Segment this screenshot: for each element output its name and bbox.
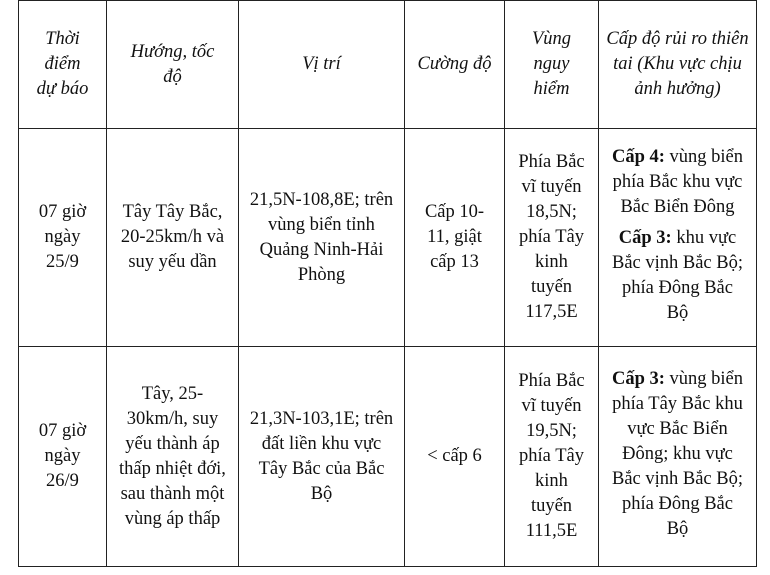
cell-position: 21,5N-108,8E; trên vùng biển tỉnh Quảng Ninh-Hải Phòng: [239, 129, 405, 347]
table-row: [19, 129, 757, 347]
risk-entry: [611, 226, 744, 326]
header-position: Vị trí: [239, 1, 405, 129]
cell-intensity: < cấp 6: [405, 347, 505, 567]
risk-area: vùng biển phía Bắc khu vực Bắc Biển Đông: [612, 147, 744, 217]
risk-area: vùng biển phía Tây Bắc khu vực Bắc Biển Đông; khu vực Bắc vịnh Bắc Bộ; phía Đông Bắc Bộ: [611, 369, 744, 539]
cell-direction: Tây Tây Bắc, 20-25km/h và suy yếu dần: [107, 129, 239, 347]
risk-entry: [611, 145, 744, 220]
cell-intensity: Cấp 10-11, giật cấp 13: [405, 129, 505, 347]
cell-position: 21,3N-103,1E; trên đất liền khu vực Tây Bắc của Bắc Bộ: [239, 347, 405, 567]
header-direction-speed: Hướng, tốc độ: [107, 1, 239, 129]
header-danger-zone: Vùng nguy hiểm: [505, 1, 599, 129]
risk-level: Cấp 3:: [611, 369, 665, 389]
risk-level: Cấp 4:: [611, 147, 665, 167]
header-forecast-time: Thời điểm dự báo: [19, 1, 107, 129]
cell-danger-zone: Phía Bắc vĩ tuyến 18,5N; phía Tây kinh tuyến 117,5E: [505, 129, 599, 347]
header-risk-level: Cấp độ rủi ro thiên tai (Khu vực chịu ảnh hưởng): [599, 1, 757, 129]
cell-direction: Tây, 25-30km/h, suy yếu thành áp thấp nhiệt đới, sau thành một vùng áp thấp: [107, 347, 239, 567]
cell-time: 07 giờ ngày 25/9: [19, 129, 107, 347]
risk-entry: [611, 367, 744, 542]
table-row: [19, 347, 757, 567]
header-intensity: Cường độ: [405, 1, 505, 129]
risk-level: Cấp 3:: [618, 228, 672, 248]
table-header-row: [19, 1, 757, 129]
cell-time: 07 giờ ngày 26/9: [19, 347, 107, 567]
cell-danger-zone: Phía Bắc vĩ tuyến 19,5N; phía Tây kinh tuyến 111,5E: [505, 347, 599, 567]
risk-area: khu vực Bắc vịnh Bắc Bộ; phía Đông Bắc Bộ: [611, 228, 744, 323]
cell-risk: [599, 129, 757, 347]
cell-risk: [599, 347, 757, 567]
forecast-table: [18, 0, 757, 567]
